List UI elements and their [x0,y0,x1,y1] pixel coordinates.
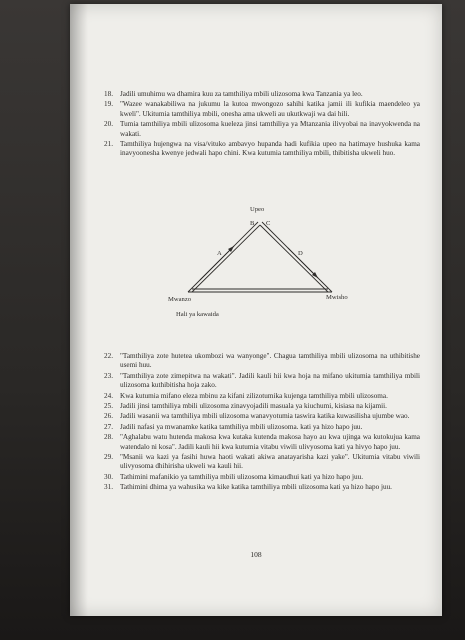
question-text: "Aghalabu watu hutenda makosa kwa kutaka kutenda makosa hayo au kwa ujinga wa kutokujua kama watendalo ni kosa". Jadili kauli hii kwa kutumia vitabu viwili ulivyosoma kati ya hivyo hapo juu. [120,433,420,451]
question-text: Tumia tamthiliya mbili ulizosoma kueleza jinsi tamthiliya ya Mtanzania ilivyobai na inavyokwenda na wakati. [120,120,420,138]
diagram-caption: Hali ya kawaida [176,311,219,318]
apex-label: Upeo [250,206,265,213]
question-number: 31. [104,483,113,492]
marker-a: A [217,250,222,257]
marker-c: C [266,220,271,227]
question-text: "Tamthiliya zote hutetea ukombozi wa wanyonge". Chagua tamthiliya mbili ulizosoma na uthibitishe usemi huu. [120,352,420,370]
question-text: "Tamthiliya zote zimepitwa na wakati". Jadili kauli hii kwa hoja na mifano ukitumia tamthiliya mbili ulizosoma kuthibitisha hoja zako. [120,371,420,390]
question-number: 27. [104,422,113,431]
question-item [104,453,420,472]
question-number: 21. [104,140,113,149]
triangle-right-edge-inner [260,225,328,292]
question-number: 24. [104,391,113,400]
triangle-left-edge-inner [192,225,260,292]
question-item [104,100,420,119]
plot-structure-diagram [168,206,360,330]
question-list-bottom [104,352,420,494]
question-text: "Msanii wa kazi ya fasihi huwa haoti wakati akiwa anatayarisha kazi yake". Ukitumia vitabu viwili ulivyosoma dhihirisha ukweli wa kauli hii. [120,453,420,471]
question-item [104,473,420,482]
question-number: 28. [104,433,113,442]
start-label: Mwanzo [168,296,192,303]
question-number: 20. [104,120,113,129]
question-number: 23. [104,371,113,380]
question-item [104,352,420,371]
question-text: Tathimini mafanikio ya tamthiliya mbili ulizosoma kimaudhui kati ya hizo hapo juu. [120,472,364,481]
book-page [70,4,442,616]
question-text: Jadili umuhimu wa dhamira kuu za tamthiliya mbili ulizosoma kwa Tanzania ya leo. [120,90,363,98]
question-list-top [104,90,420,160]
end-label: Mwisho [326,294,348,301]
question-item [104,423,420,432]
question-number: 25. [104,402,113,411]
question-number: 19. [104,100,113,109]
question-item [104,392,420,401]
question-item [104,483,420,492]
marker-b: B [250,220,255,227]
question-number: 30. [104,472,113,481]
question-text: Tathimini dhima ya wahusika wa kike katika tamthiliya mbili ulizosoma kati ya hizo hapo juu. [120,483,392,492]
question-number: 29. [104,453,113,462]
question-text: Jadili wasanii wa tamthiliya mbili ulizosoma wanavyotumia taswira katika kuwasilisha ujumbe wao. [120,412,410,421]
marker-d: D [298,250,303,257]
question-item [104,433,420,452]
question-number: 26. [104,412,113,421]
question-item [104,90,420,99]
question-item [104,372,420,391]
question-number: 22. [104,352,113,360]
question-text: Jadili nafasi ya mwanamke katika tamthiliya mbili ulizosoma. kati ya hizo hapo juu. [120,422,363,431]
question-text: Tamthiliya hujengwa na visa/vituko ambavyo hupanda hadi kufikia upeo na hatimaye hushuka kama inavyoonesha kwenye jedwali hapo chini. Kwa kutumia tamthiliya mbili, thibitisha ukweli huo. [120,140,420,158]
page-number: 108 [250,550,262,559]
question-item [104,402,420,411]
question-number: 18. [104,90,113,98]
question-text: Jadili jinsi tamthiliya mbili ulizosoma zinavyojadili masuala ya kiuchumi, kisiasa na kijamii. [120,402,387,411]
question-item [104,140,420,159]
question-item [104,120,420,139]
question-item [104,412,420,421]
question-text: Kwa kutumia mifano eleza mbinu za kifani zilizotumika kujenga tamthiliya mbili ulizosoma. [120,391,388,400]
question-text: "Wazee wanakabiliwa na jukumu la kutoa mwongozo sahihi katika jamii ili kufikia maendeleo ya kweli". Ukitumia tamthiliya mbili, onesha ama ukweli au ukutkwaji wa dai hili. [120,100,420,118]
